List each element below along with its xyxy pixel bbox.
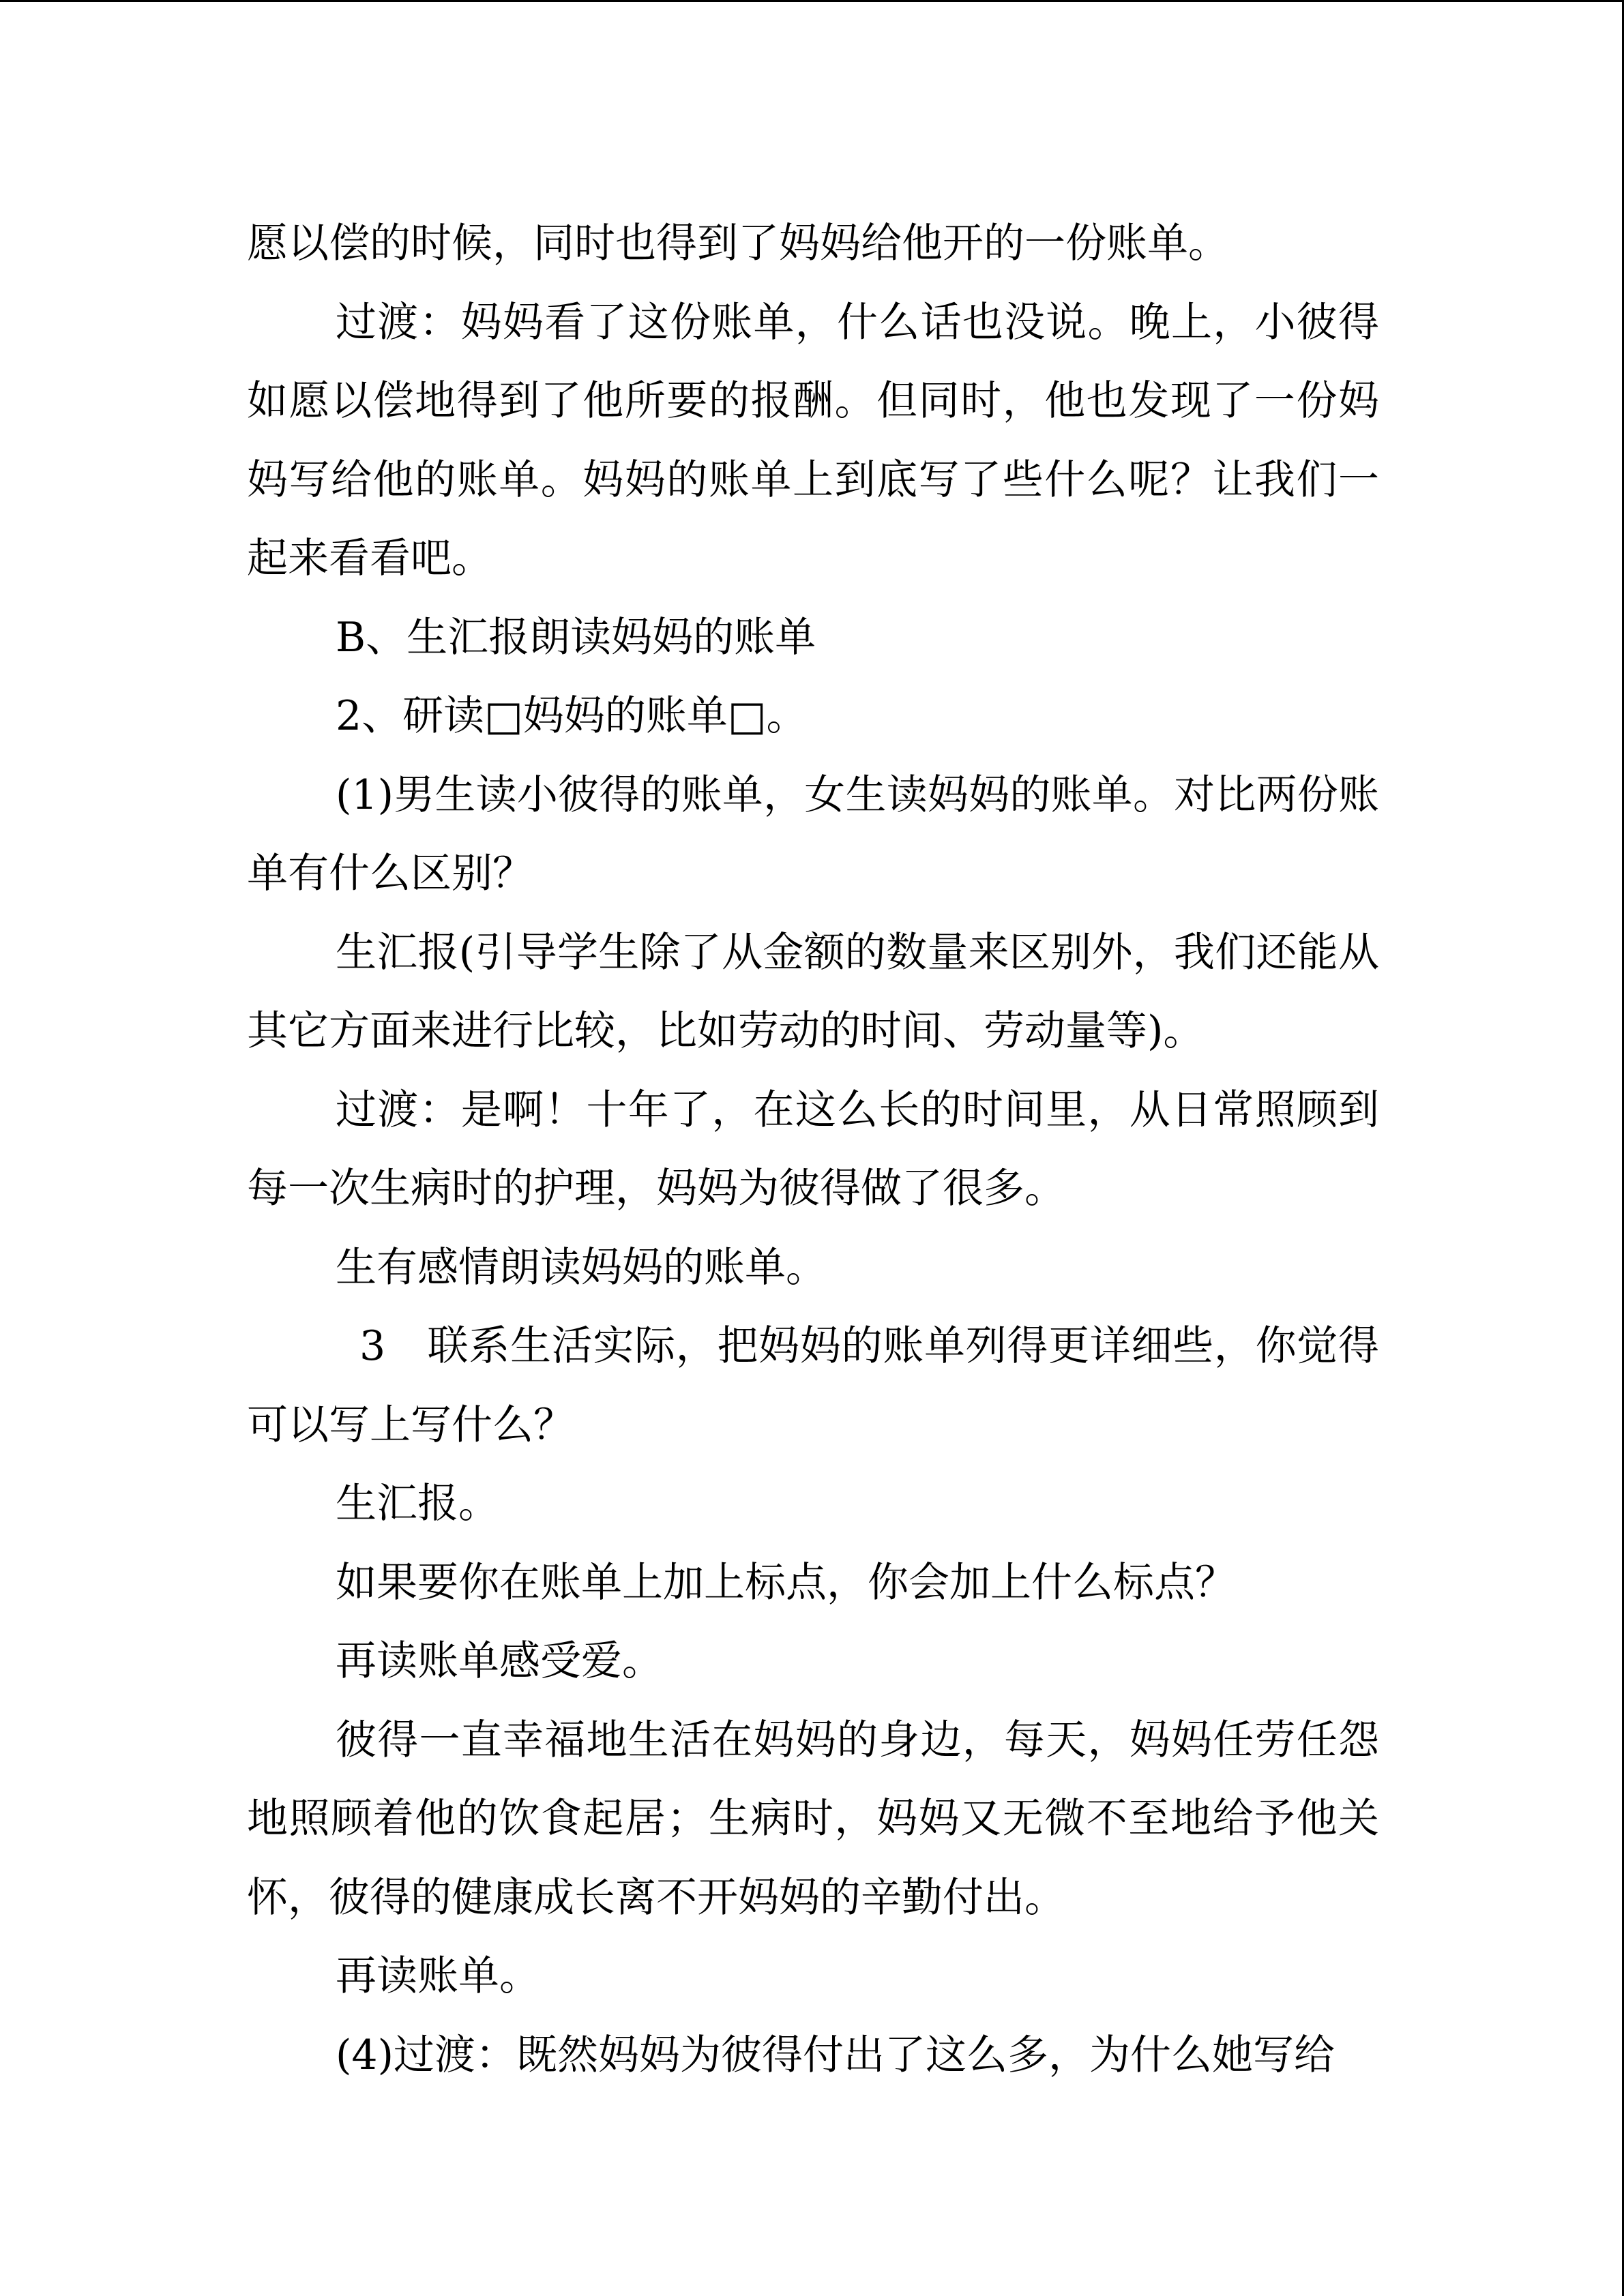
paragraph-read-with-feeling: 生有感情朗读妈妈的账单。 (336, 1243, 827, 1292)
paragraph-student-report: 生汇报(引导学生除了从金额的数量来区别外，我们还能从其它方面来进行比较，比如劳动的时间、劳动量等)。 (247, 928, 1379, 1055)
paragraph-read-feel-love: 再读账单感受爱。 (336, 1637, 663, 1685)
paragraph-section-b: B、生汇报朗读妈妈的账单 (336, 613, 816, 661)
paragraph-punctuation-question: 如果要你在账单上加上标点，你会加上什么标点？ (336, 1558, 1236, 1607)
paragraph-transition-ten-years: 过渡：是啊！十年了，在这么长的时间里，从日常照顾到每一次生病时的护理，妈妈为彼得做了很多。 (247, 1086, 1379, 1212)
page-top-border (0, 0, 1624, 2)
paragraph-section-2: 2、研读□妈妈的账单□。 (336, 692, 808, 740)
paragraph-item-3: 3 联系生活实际，把妈妈的账单列得更详细些，你觉得可以写上写什么？ (247, 1322, 1379, 1449)
paragraph-item-1: (1)男生读小彼得的账单，女生读妈妈的账单。对比两份账单有什么区别？ (247, 771, 1379, 897)
paragraph-read-again: 再读账单。 (336, 1952, 540, 2000)
paragraph-peter-life: 彼得一直幸福地生活在妈妈的身边，每天，妈妈任劳任怨地照顾着他的饮食起居；生病时，妈妈又无微不至地给予他关怀，彼得的健康成长离不开妈妈的辛勤付出。 (247, 1716, 1379, 1922)
paragraph-report: 生汇报。 (336, 1480, 499, 1527)
paragraph-transition-bill: 过渡：妈妈看了这份账单，什么话也没说。晚上，小彼得如愿以偿地得到了他所要的报酬。但同时，他也发现了一份妈妈写给他的账单。妈妈的账单上到底写了些什么呢？让我们一起来看看吧。 (247, 298, 1379, 582)
paragraph-continuation: 愿以偿的时候，同时也得到了妈妈给他开的一份账单。 (247, 220, 1229, 267)
document-body (247, 205, 1379, 2095)
paragraph-item-4: (4)过渡：既然妈妈为彼得付出了这么多，为什么她写给 (336, 2031, 1335, 2079)
